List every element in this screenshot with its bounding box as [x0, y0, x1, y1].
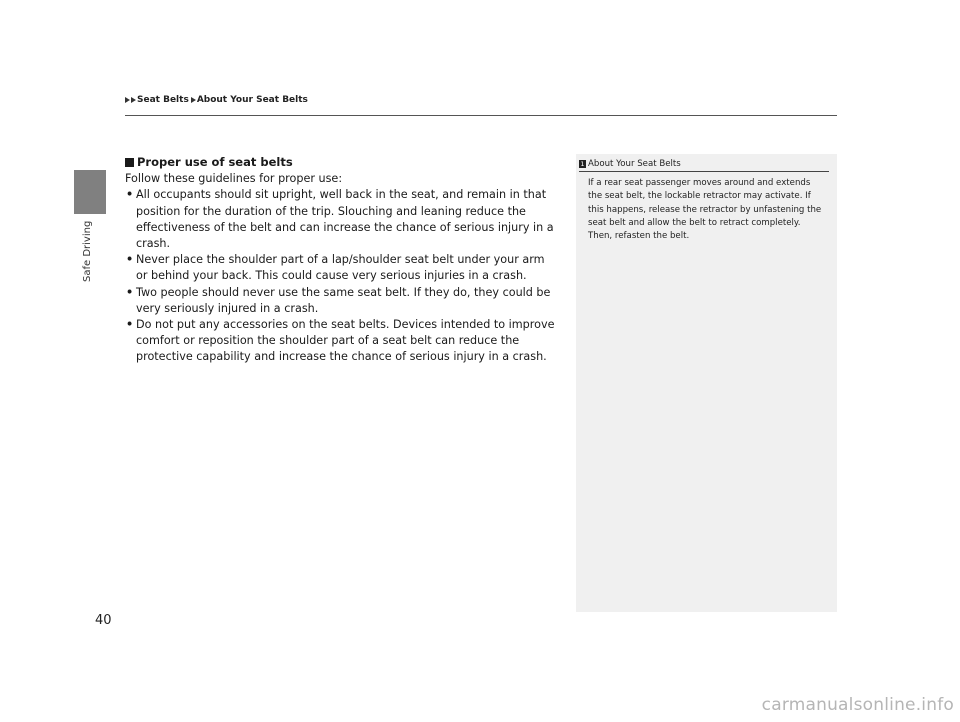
note-box	[576, 154, 837, 612]
section-tab-marker	[74, 170, 106, 214]
breadcrumb-item-about-seat-belts[interactable]: About Your Seat Belts	[196, 95, 308, 105]
breadcrumb-arrow-icon	[125, 97, 130, 103]
list-item-text: Two people should never use the same seat belt. If they do, they could be very seriously injured in a crash.	[136, 285, 551, 315]
bullet-dot-icon: •	[126, 318, 134, 332]
heading-text: Proper use of seat belts	[137, 155, 293, 169]
bullet-dot-icon: •	[126, 285, 134, 299]
watermark: carmanualsonline.info	[761, 695, 954, 715]
list-item	[125, 252, 559, 284]
breadcrumb-arrow-icon	[131, 97, 136, 103]
bullet-dot-icon: •	[126, 188, 134, 202]
list-item-text: Do not put any accessories on the seat belts. Devices intended to improve comfort or reposition the shoulder part of a seat belt can reduce the protective capability and increase the chance of serious injury in a crash.	[136, 318, 555, 364]
note-number-icon: 1	[580, 160, 585, 168]
square-bullet-icon	[125, 158, 134, 167]
intro-text: Follow these guidelines for proper use:	[125, 172, 343, 186]
note-title: About Your Seat Belts	[588, 159, 681, 169]
list-item-text: All occupants should sit upright, well back in the seat, and remain in that position for the duration of the trip. Slouching and leaning reduce the effectiveness of the belt and can increase the chance of serious injury in a crash.	[136, 188, 554, 251]
note-header	[579, 157, 829, 172]
page-number: 40	[95, 613, 112, 628]
guidelines-list	[125, 187, 559, 365]
breadcrumb-arrow-icon	[191, 97, 196, 103]
list-item-text: Never place the shoulder part of a lap/shoulder seat belt under your arm or behind your back. This could cause very serious injuries in a crash.	[136, 253, 545, 283]
list-item	[125, 187, 559, 252]
breadcrumb-item-seat-belts[interactable]: Seat Belts	[137, 95, 189, 105]
list-item	[125, 317, 559, 366]
section-heading	[125, 154, 559, 170]
note-body: If a rear seat passenger moves around and extends the seat belt, the lockable retractor may activate. If this happens, release the retractor by unfastening the seat belt and allow the belt to retract completely. Then, refasten the belt.	[588, 178, 822, 242]
main-content	[125, 154, 559, 366]
list-item	[125, 285, 559, 317]
header-divider	[125, 115, 837, 116]
breadcrumb	[125, 95, 308, 105]
bullet-dot-icon: •	[126, 253, 134, 267]
section-label: Safe Driving	[82, 220, 93, 282]
